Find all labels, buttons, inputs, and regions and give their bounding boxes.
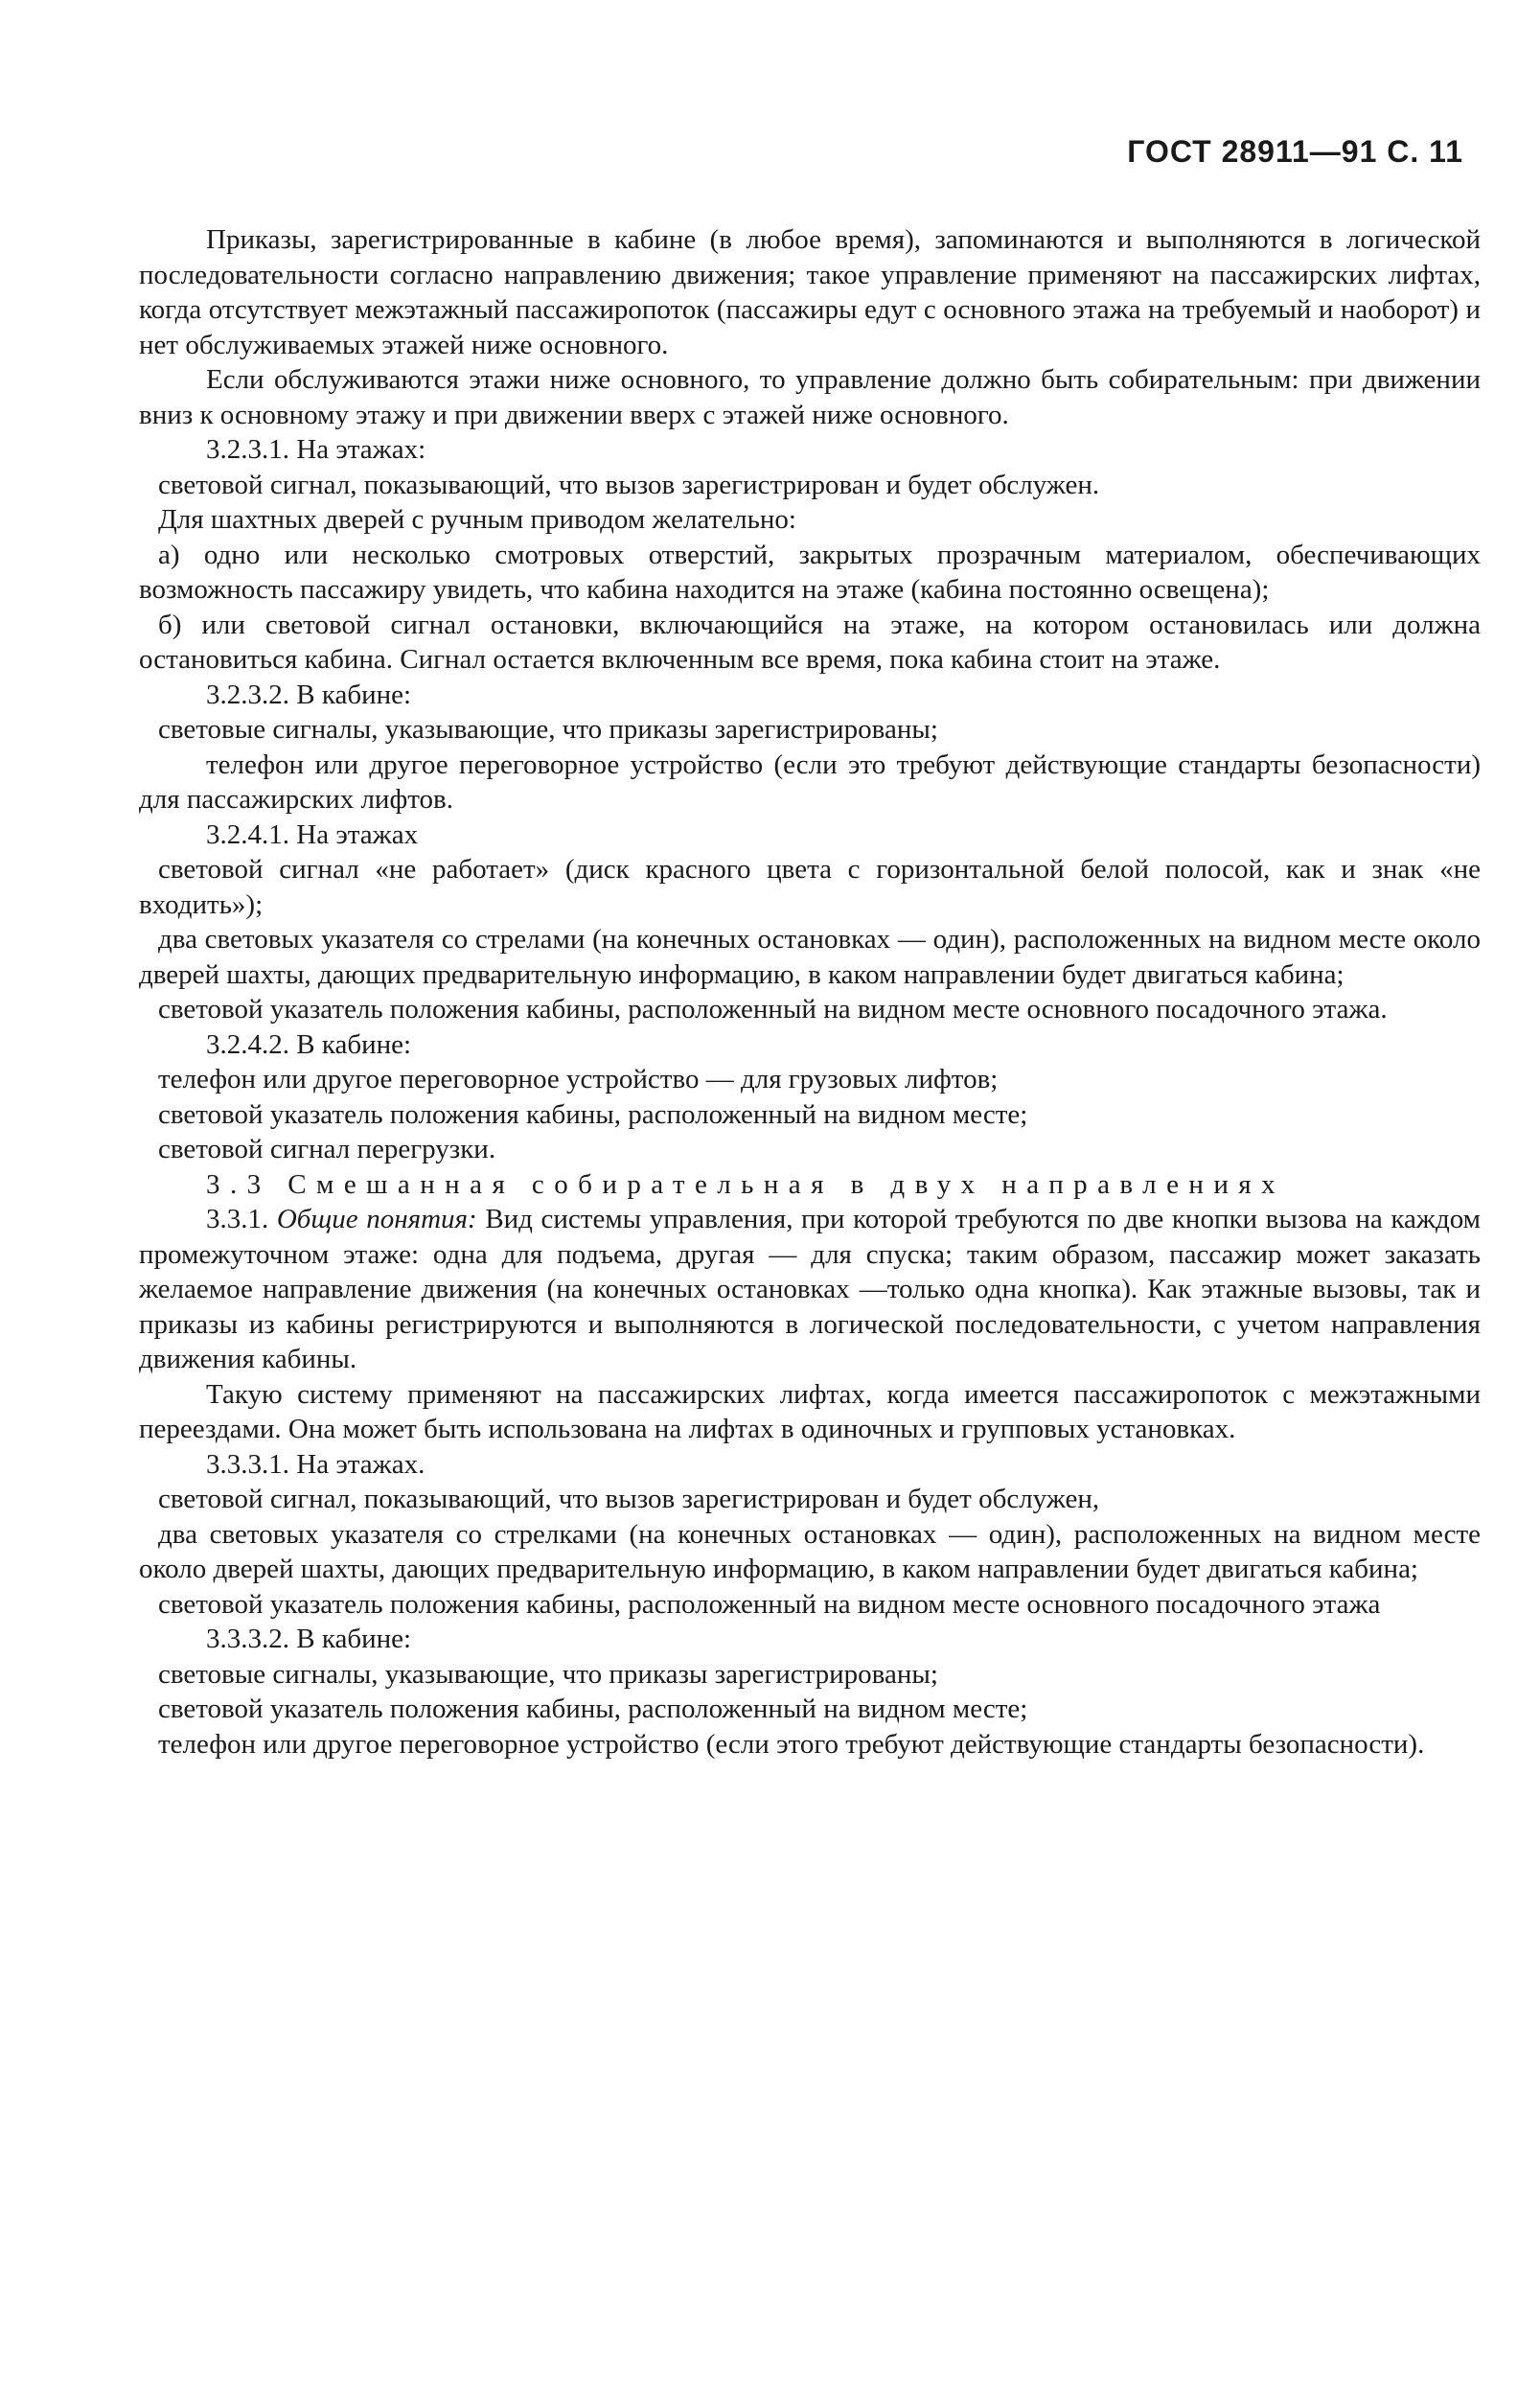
paragraph: световой сигнал перегрузки. bbox=[158, 1134, 496, 1164]
paragraph: Для шахтных дверей с ручным приводом желательно: bbox=[158, 504, 796, 535]
paragraph: телефон или другое переговорное устройство (если это требуют действующие стандарты безопасности) для пассажирских лифтов. bbox=[139, 749, 1481, 815]
paragraph: световые сигналы, указывающие, что приказы зарегистрированы; bbox=[158, 1658, 938, 1690]
section-heading: 3.2.3.2. В кабине: bbox=[206, 679, 412, 710]
page-header: ГОСТ 28911—91 С. 11 bbox=[1127, 134, 1463, 169]
term-label: Общие понятия: bbox=[276, 1204, 477, 1234]
paragraph: световой указатель положения кабины, расположенный на видном месте основного посадочного этажа bbox=[158, 1588, 1381, 1620]
list-item: б) или световой сигнал остановки, включающийся на этаже, на котором остановилась или должна остановиться кабина. Сигнал остается включенным все время, пока кабина стоит на этаже. bbox=[139, 609, 1481, 675]
section-title: 3.3 Смешанная собирательная в двух направлениях bbox=[206, 1168, 1286, 1200]
paragraph: световой сигнал, показывающий, что вызов зарегистрирован и будет обслужен, bbox=[158, 1484, 1100, 1514]
section-heading: 3.3.3.1. На этажах. bbox=[206, 1448, 425, 1480]
paragraph: Приказы, зарегистрированные в кабине (в любое время), запоминаются и выполняются в логической последовательности согласно направлению движения; такое управление применяют на пассажирских лифтах, когда отсутствует межэтажный пассажиропоток (пассажиры едут с основного этажа на требуемый и наоборот) и нет обслуживаемых этажей ниже основного. bbox=[139, 224, 1481, 360]
paragraph: Такую систему применяют на пассажирских лифтах, когда имеется пассажиропоток с межэтажными переездами. Она может быть использована на лифтах в одиночных и групповых установках. bbox=[139, 1378, 1481, 1444]
paragraph: световой указатель положения кабины, расположенный на видном месте; bbox=[158, 1693, 1028, 1724]
paragraph: световой сигнал, показывающий, что вызов зарегистрирован и будет обслужен. bbox=[158, 469, 1100, 500]
paragraph: световой указатель положения кабины, расположенный на видном месте; bbox=[158, 1098, 1028, 1130]
document-body bbox=[139, 222, 1481, 1762]
paragraph: световые сигналы, указывающие, что приказы зарегистрированы; bbox=[158, 714, 938, 745]
paragraph: световой сигнал «не работает» (диск красного цвета с горизонтальной белой полосой, как и знак «не входить»); bbox=[139, 854, 1481, 920]
section-number: 3.3.1. bbox=[206, 1204, 269, 1234]
paragraph: телефон или другое переговорное устройство (если этого требуют действующие стандарты безопасности). bbox=[158, 1728, 1425, 1760]
list-item: а) одно или несколько смотровых отверстий, закрытых прозрачным материалом, обеспечивающих возможность пассажиру увидеть, что кабина находится на этаже (кабина постоянно освещена); bbox=[139, 539, 1481, 605]
paragraph: Если обслуживаются этажи ниже основного, то управление должно быть собирательным: при движении вниз к основному этажу и при движении вверх с этажей ниже основного. bbox=[139, 364, 1481, 430]
section-heading: 3.2.3.1. На этажах: bbox=[206, 434, 426, 465]
paragraph bbox=[139, 1202, 1481, 1377]
paragraph: два световых указателя со стрелами (на конечных остановках — один), расположенных на видном месте около дверей шахты, дающих предварительную информацию, в каком направлении будет двигаться кабина; bbox=[139, 924, 1481, 990]
section-heading: 3.2.4.2. В кабине: bbox=[206, 1028, 412, 1060]
section-heading: 3.2.4.1. На этажах bbox=[206, 818, 419, 850]
section-heading: 3.3.3.2. В кабине: bbox=[206, 1624, 412, 1654]
paragraph: два световых указателя со стрелками (на конечных остановках — один), расположенных на видном месте около дверей шахты, дающих предварительную информацию, в каком направлении будет двигаться кабина; bbox=[139, 1518, 1481, 1584]
definition-text: Вид системы управления, при которой требуются по две кнопки вызова на каждом промежуточном этаже: одна для подъема, другая — для спуска; таким образом, пассажир может заказать желаемое направление движения (на конечных остановках —только одна кнопка). Как этажные вызовы, так и приказы из кабины регистрируются и выполняются в логической последовательности, с учетом направления движения кабины. bbox=[139, 1204, 1482, 1374]
paragraph: телефон или другое переговорное устройство — для грузовых лифтов; bbox=[158, 1064, 999, 1094]
paragraph: световой указатель положения кабины, расположенный на видном месте основного посадочного этажа. bbox=[158, 994, 1388, 1025]
